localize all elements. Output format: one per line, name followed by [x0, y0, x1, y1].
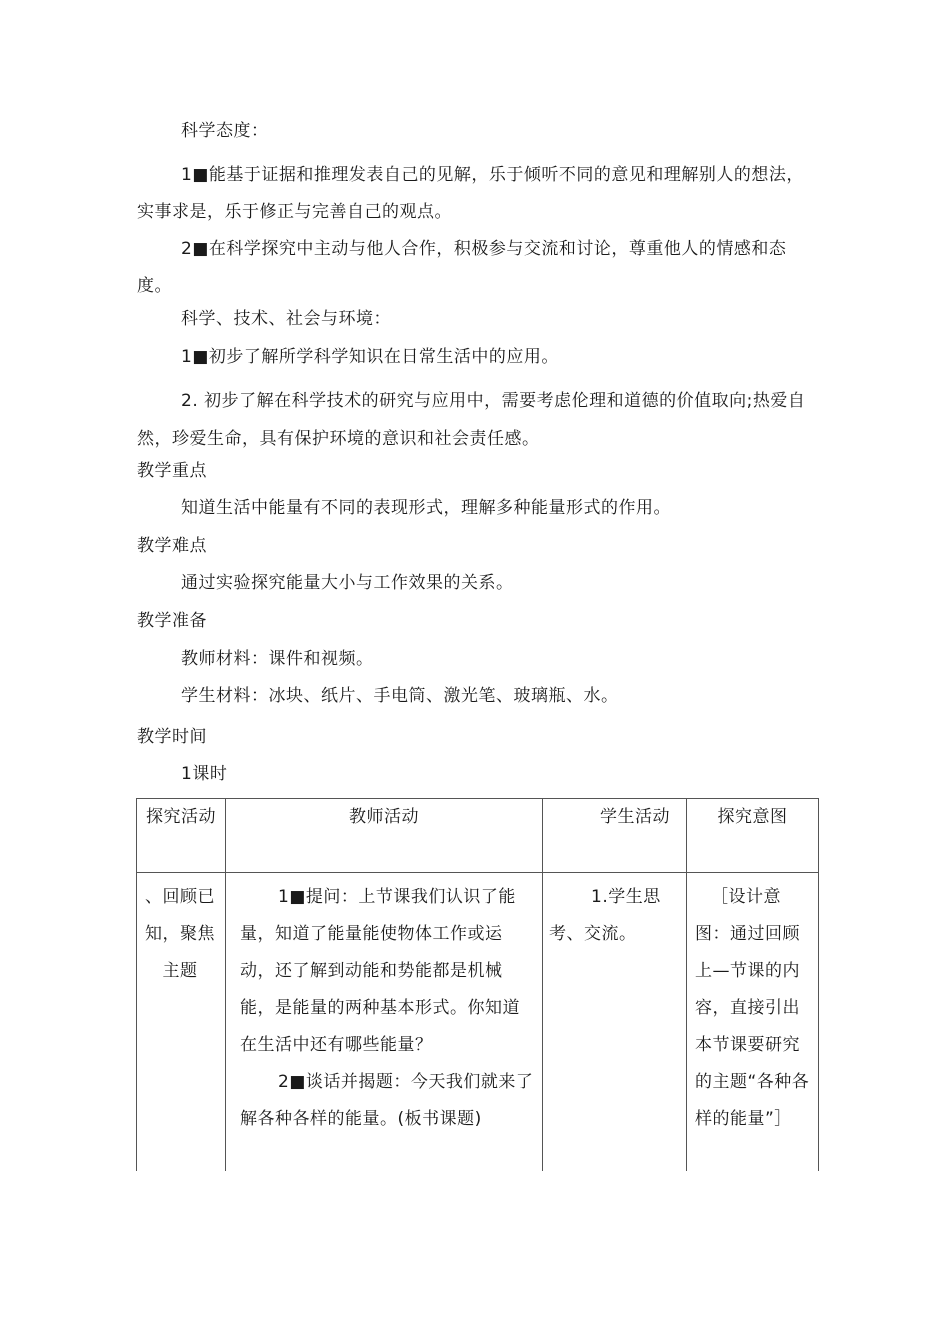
sts-heading: 科学、技术、社会与环境：	[181, 309, 391, 329]
row1-activity: 、回顾已知，聚焦主题	[137, 873, 226, 1171]
table-header-row	[137, 799, 819, 873]
lesson-table	[136, 798, 819, 1171]
student-materials: 学生材料：冰块、纸片、手电筒、激光笔、玻璃瓶、水。	[181, 686, 619, 706]
time-heading: 教学时间	[137, 727, 207, 747]
row1-teacher: 1■提问：上节课我们认识了能量，知道了能量能使物体工作或运动，还了解到动能和势能都是机械能，是能量的两种基本形式。你知道在生活中还有哪些能量？ 2■谈话并揭题：今天我们就来了解各种各样的能量。(板书课题)	[226, 873, 543, 1171]
key-point-text: 知道生活中能量有不同的表现形式，理解多种能量形式的作用。	[181, 498, 671, 518]
difficulty-heading: 教学难点	[137, 536, 207, 556]
teacher-materials: 教师材料：课件和视频。	[181, 649, 374, 669]
sts-item-1: 1■初步了解所学科学知识在日常生活中的应用。	[181, 347, 559, 367]
row1-student: 1.学生思考、交流。	[543, 873, 687, 1171]
difficulty-text: 通过实验探究能量大小与工作效果的关系。	[181, 573, 514, 593]
time-value: 1课时	[181, 764, 228, 784]
attitude-heading: 科学态度：	[181, 121, 269, 141]
sts-item-2: 2. 初步了解在科学技术的研究与应用中，需要考虑伦理和道德的价值取向;热爱自然，珍爱生命，具有保护环境的意识和社会责任感。	[137, 391, 806, 449]
attitude-item-1: 1■能基于证据和推理发表自己的见解，乐于倾听不同的意见和理解别人的想法，实事求是，乐于修正与完善自己的观点。	[137, 165, 804, 222]
preparation-heading: 教学准备	[137, 611, 207, 631]
attitude-item-2: 2■在科学探究中主动与他人合作，积极参与交流和讨论，尊重他人的情感和态度。	[137, 239, 787, 296]
header-activity: 探究活动	[137, 799, 226, 873]
table-row	[137, 873, 819, 1171]
row1-intent: ［设计意图：通过回顾上—节课的内容，直接引出本节课要研究的主题“各种各样的能量”］	[687, 873, 819, 1171]
header-teacher: 教师活动	[226, 799, 543, 873]
header-intent: 探究意图	[687, 799, 819, 873]
header-student: 学生活动	[543, 799, 687, 873]
key-point-heading: 教学重点	[137, 461, 207, 481]
